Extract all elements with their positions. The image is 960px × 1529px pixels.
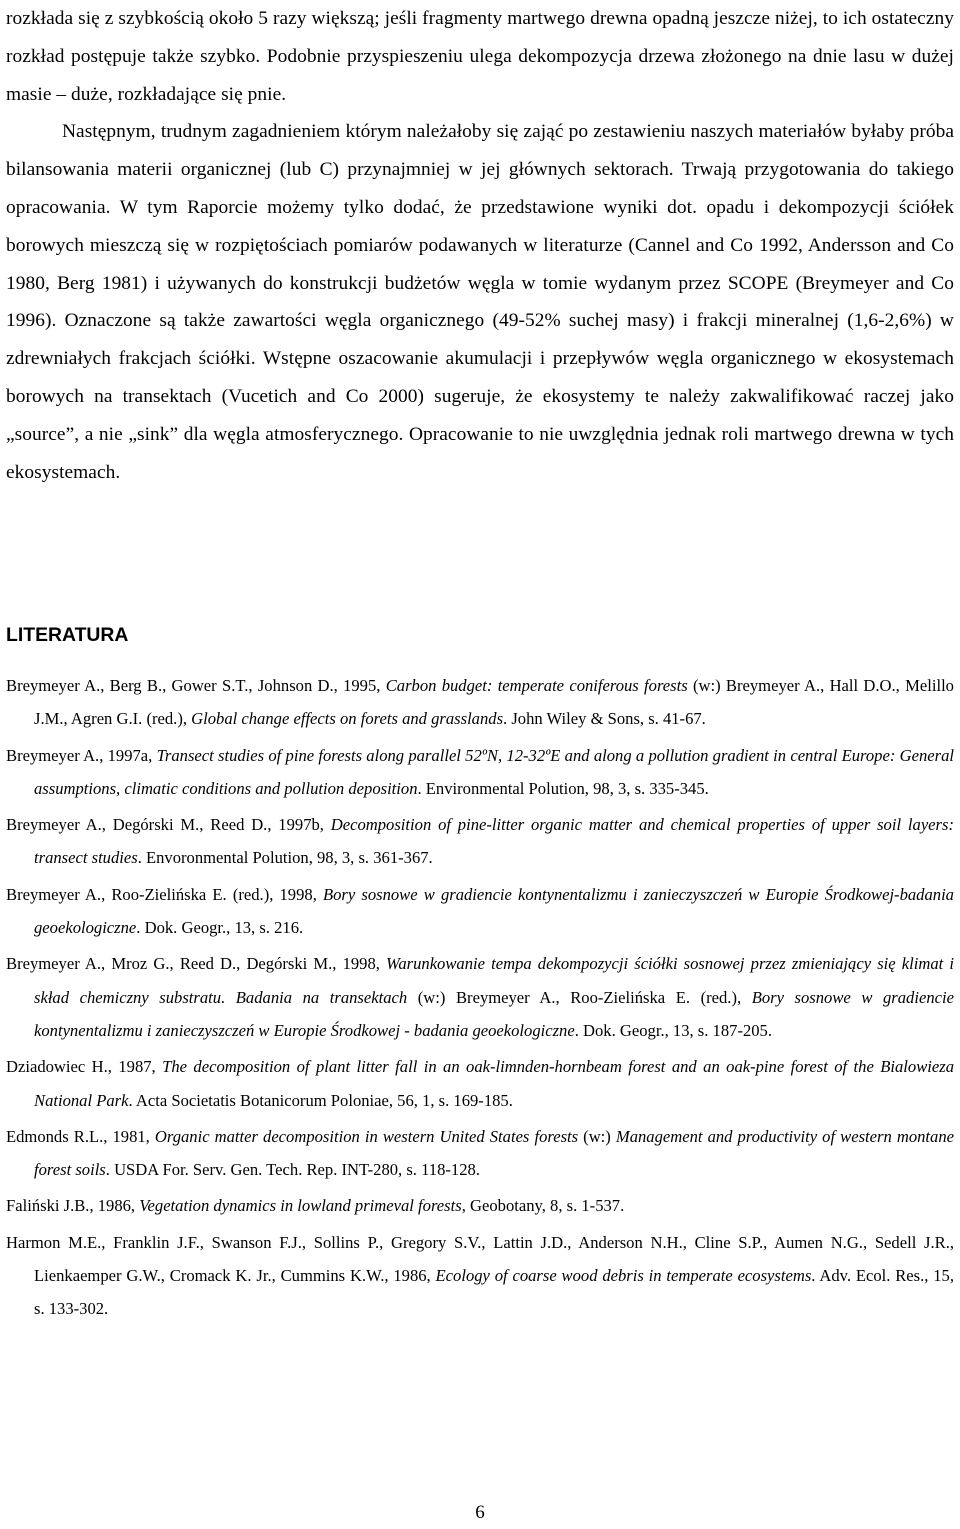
reference-title: Vegetation dynamics in lowland primeval forests — [139, 1196, 462, 1216]
reference-source: . Dok. Geogr., 13, s. 216. — [136, 918, 304, 938]
body-paragraph-2: Następnym, trudnym zagadnieniem którym należałoby się zająć po zestawieniu naszych materiałów byłaby próba bilansowania materii organicznej (lub C) przynajmniej w jej głównych sektorach. Trwają przygotowania do takiego opracowania. W tym Raporcie możemy tylko dodać, że przedstawione wyniki dot. opadu i dekompozycji ściółek borowych mieszczą się w rozpiętościach pomiarów podawanych w literaturze (Cannel and Co 1992, Andersson and Co 1980, Berg 1981) i używanych do konstrukcji budżetów węgla w tomie wydanym przez SCOPE (Breymeyer and Co 1996). Oznaczone są także zawartości węgla organicznego (49-52% suchej masy) i frakcji mineralnej (1,6-2,6%) w zdrewniałych frakcjach ściółki. Wstępne oszacowanie akumulacji i przepływów węgla organicznego w ekosystemach borowych na transektach (Vucetich and Co 2000) sugeruje, że ekosystemy te należy zakwalifikować raczej jako „source”, a nie „sink” dla węgla atmosferycznego. Opracowanie to nie uwzględnia jednak roli martwego drewna w tych ekosystemach. — [6, 121, 954, 483]
reference-source: , Geobotany, 8, s. 1-537. — [461, 1196, 625, 1216]
reference-source: . Acta Societatis Botanicorum Poloniae, 56, 1, s. 169-185. — [128, 1090, 513, 1110]
reference-item — [6, 739, 954, 806]
reference-source: (w:) Breymeyer A., Hall D.O., Melillo J.M., Agren G.I. (red.), — [34, 676, 954, 729]
reference-authors: Breymeyer A., Degórski M., Reed D., 1997b, — [6, 815, 331, 835]
reference-book-title: Bory sosnowe w gradiencie kontynentalizmu i zanieczyszczeń w Europie Środkowej - badania geoekologiczne — [34, 987, 954, 1040]
reference-source: . Adv. Ecol. Res., 15, s. 133-302. — [34, 1266, 954, 1319]
reference-item — [6, 1050, 954, 1117]
reference-authors: Edmonds R.L., 1981, — [6, 1126, 155, 1146]
reference-authors: Breymeyer A., Roo-Zielińska E. (red.), 1998, — [6, 884, 323, 904]
reference-item — [6, 947, 954, 1047]
reference-item — [6, 1120, 954, 1187]
body-paragraph-1: rozkłada się z szybkością około 5 razy większą; jeśli fragmenty martwego drewna opadną jeszcze niżej, to ich ostateczny rozkład postępuje także szybko. Podobnie przyspieszeniu ulega dekompozycja drzewa złożonego na dnie lasu w dużej masie – duże, rozkładające się pnie. — [6, 8, 954, 105]
reference-source: (w:) Breymeyer A., Roo-Zielińska E. (red.), — [407, 987, 752, 1007]
reference-source: . Environmental Polution, 98, 3, s. 335-345. — [417, 778, 709, 798]
reference-item — [6, 669, 954, 736]
reference-title: Ecology of coarse wood debris in temperate ecosystems — [435, 1266, 812, 1286]
reference-book-title: Global change effects on forets and grasslands — [191, 709, 504, 729]
reference-authors: Breymeyer A., 1997a, — [6, 745, 157, 765]
reference-authors: Breymeyer A., Mroz G., Reed D., Degórski M., 1998, — [6, 954, 387, 974]
reference-source: . Envoronmental Polution, 98, 3, s. 361-367. — [137, 848, 433, 868]
reference-authors: Dziadowiec H., 1987, — [6, 1057, 163, 1077]
reference-title: Bory sosnowe w gradiencie kontynentalizmu i zanieczyszczeń w Europie Środkowej-badania geoekologiczne — [34, 884, 954, 938]
literature-heading: LITERATURA — [6, 624, 129, 646]
reference-title: The decomposition of plant litter fall in an oak-limnden-hornbeam forest and an oak-pine forest of the Bialowieza National Park — [34, 1057, 954, 1110]
reference-title: Transect studies of pine forests along parallel 52ºN, 12-32ºE and along a pollution gradient in central Europe: General assumptions, climatic conditions and pollution deposition — [34, 745, 954, 798]
reference-title: Warunkowanie tempa dekompozycji ściółki sosnowej przez zmieniający się klimat i skład chemiczny substratu. Badania na transektach — [34, 954, 954, 1007]
reference-book-title: Management and productivity of western montane forest soils — [34, 1126, 954, 1180]
reference-title: Organic matter decomposition in western United States forests — [154, 1126, 579, 1146]
reference-list — [6, 669, 954, 1329]
reference-authors: Breymeyer A., Berg B., Gower S.T., Johnson D., 1995, — [6, 676, 386, 695]
reference-authors: Faliński J.B., 1986, — [6, 1196, 140, 1216]
document-page — [6, 0, 954, 491]
reference-item — [6, 878, 954, 945]
reference-source: (w:) — [578, 1126, 616, 1146]
reference-publisher: . Dok. Geogr., 13, s. 187-205. — [574, 1020, 773, 1040]
reference-title: Carbon budget: temperate coniferous forests — [385, 676, 688, 695]
reference-publisher: . USDA For. Serv. Gen. Tech. Rep. INT-280, s. 118-128. — [105, 1160, 480, 1180]
reference-item — [6, 808, 954, 875]
reference-title: Decomposition of pine-litter organic matter and chemical properties of upper soil layers: transect studies — [34, 815, 954, 868]
reference-authors: Harmon M.E., Franklin J.F., Swanson F.J., Sollins P., Gregory S.V., Lattin J.D., Anderson N.H., Cline S.P., Aumen N.G., Sedell J.R., Lienkaemper G.W., Cromack K. Jr., Cummins K.W., 1986, — [6, 1232, 954, 1286]
page-number: 6 — [475, 1502, 485, 1523]
reference-item — [6, 1226, 954, 1326]
reference-item — [6, 1189, 954, 1222]
reference-publisher: . John Wiley & Sons, s. 41-67. — [503, 709, 706, 729]
